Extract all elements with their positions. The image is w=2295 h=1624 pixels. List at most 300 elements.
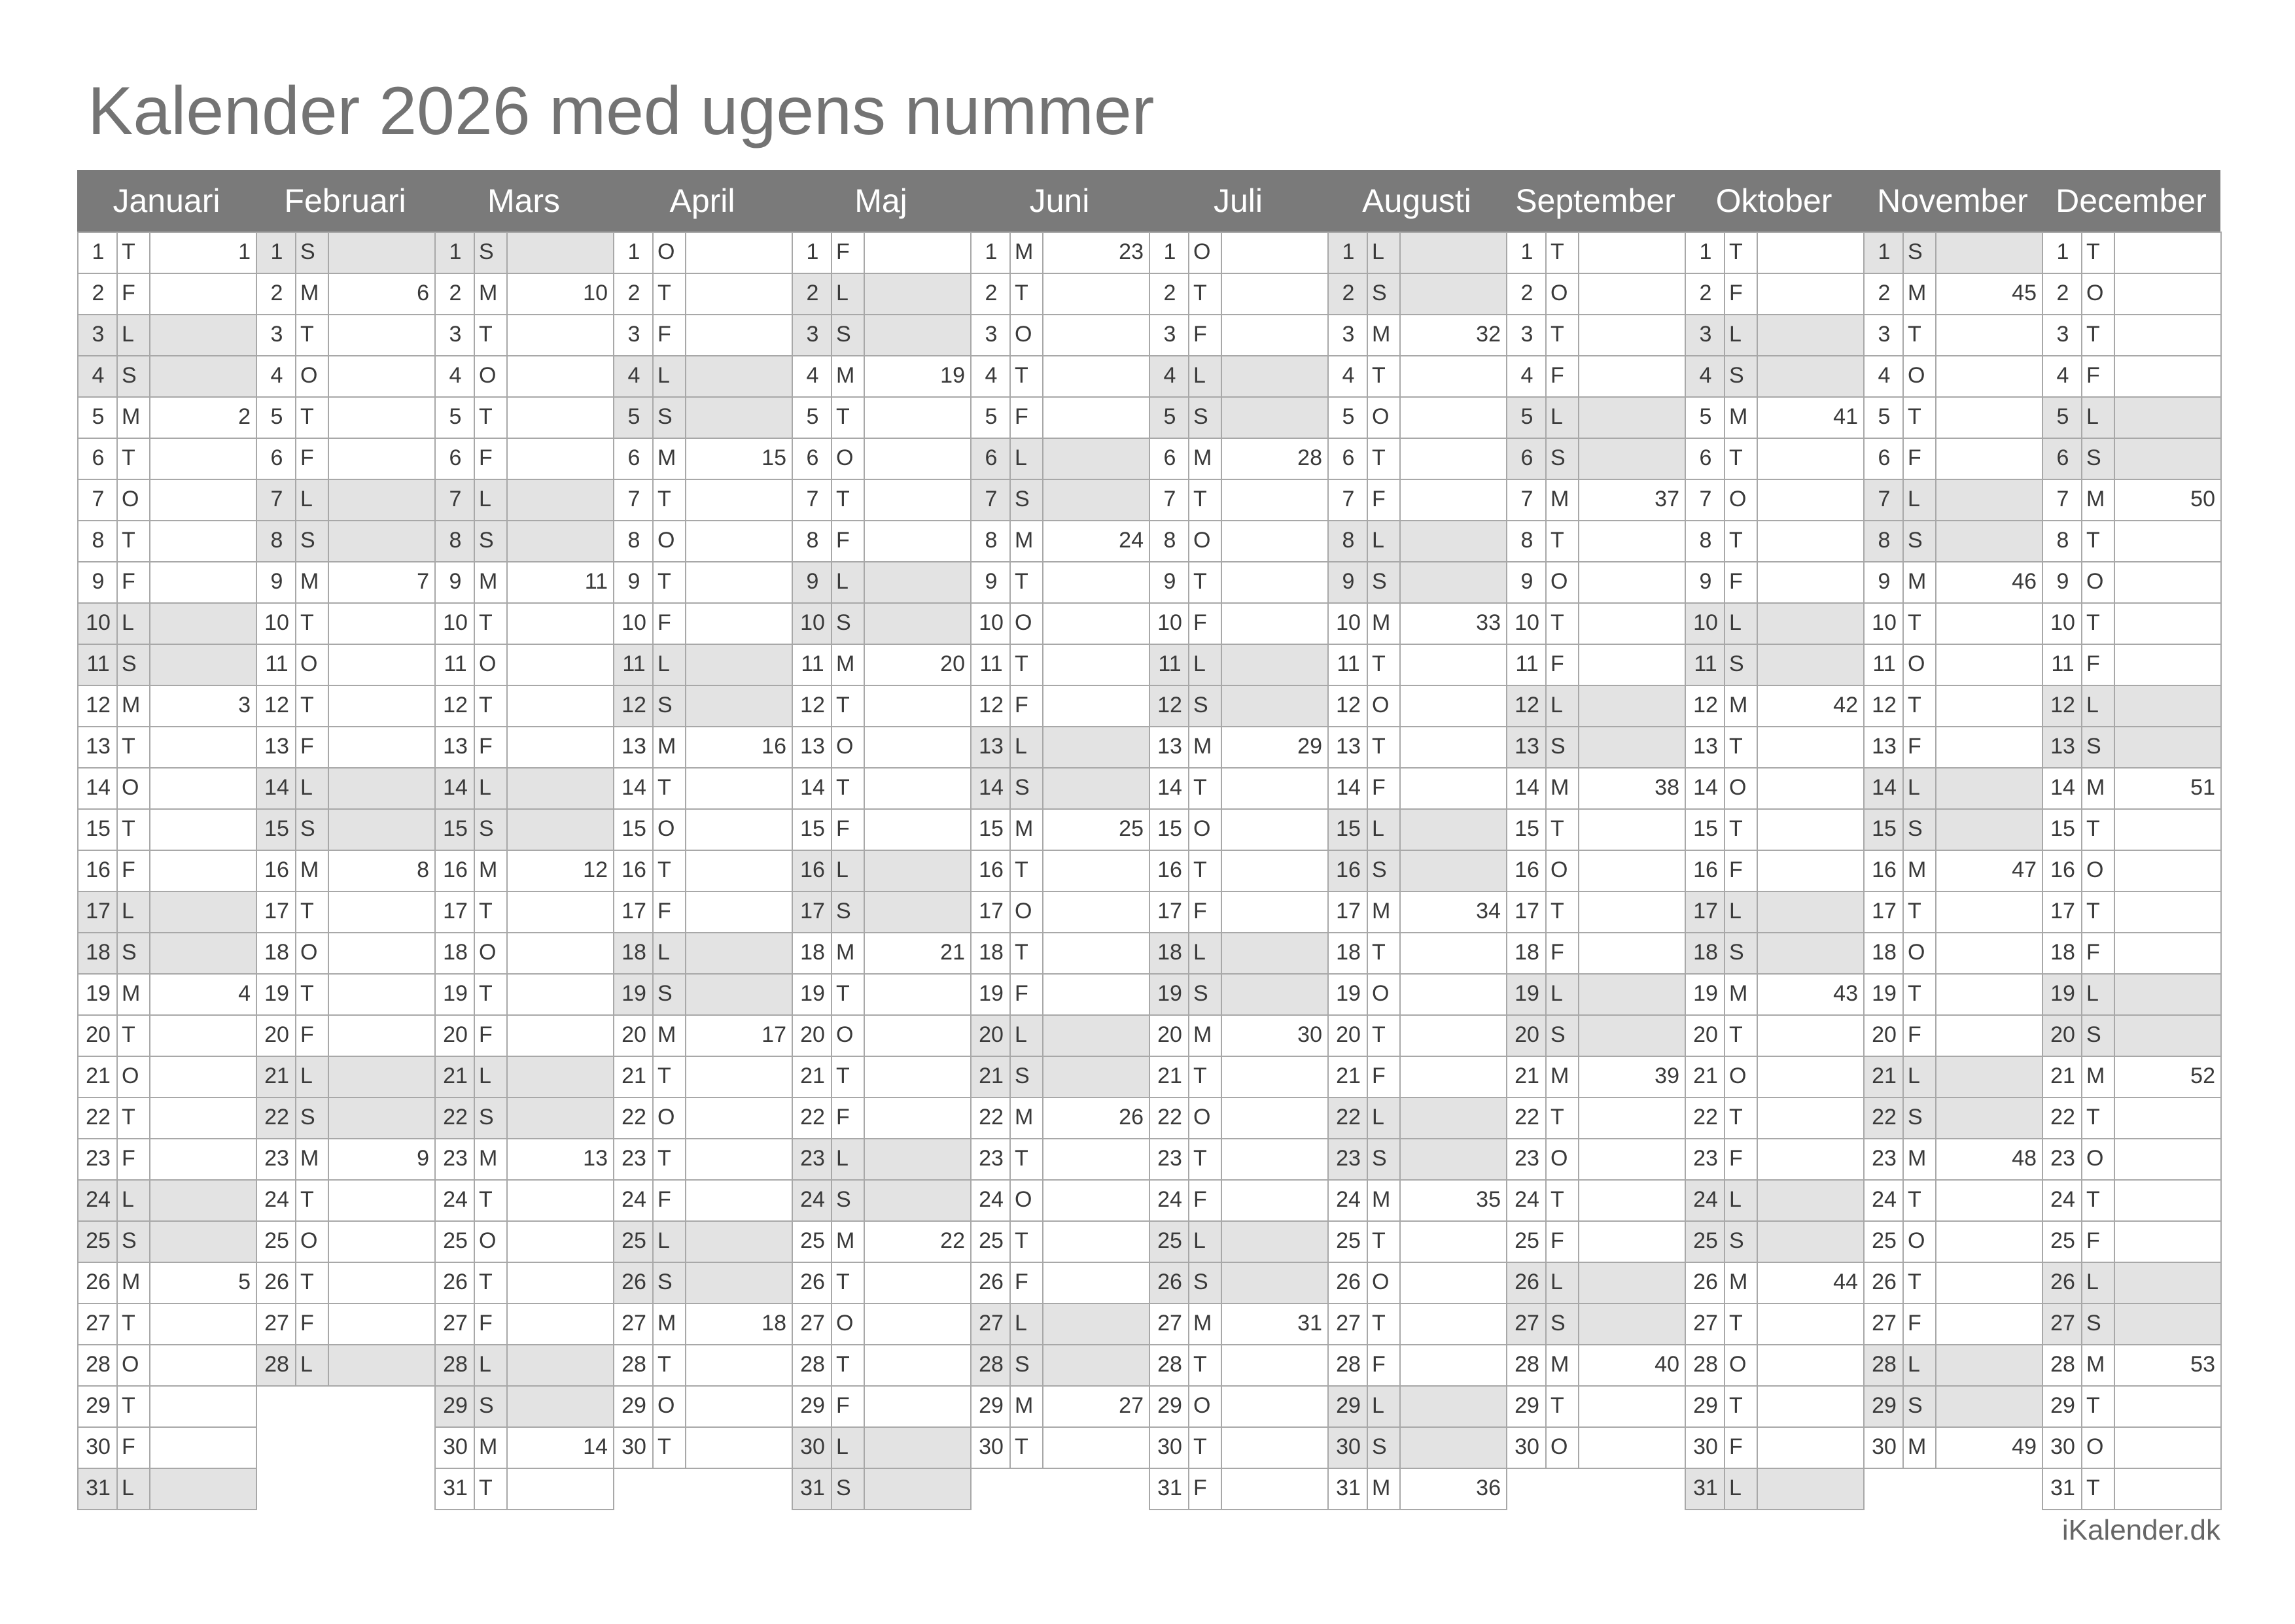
cell-divider	[295, 1098, 296, 1138]
week-number: 3	[238, 693, 251, 717]
day-cell	[1685, 232, 1865, 274]
day-number: 17	[443, 899, 468, 924]
cell-divider	[1545, 1345, 1547, 1385]
weekday-letter: T	[1372, 1022, 1386, 1047]
day-number: 11	[444, 651, 467, 676]
cell-divider	[1188, 1016, 1189, 1056]
day-cell	[1149, 644, 1329, 686]
day-cell	[1685, 808, 1865, 851]
weekday-letter: T	[122, 1393, 135, 1418]
cell-divider	[2081, 274, 2082, 314]
day-cell	[792, 808, 972, 851]
day-cell	[77, 273, 257, 315]
weekday-letter: T	[1015, 1434, 1028, 1459]
weekday-letter: L	[122, 1476, 134, 1500]
cell-divider	[474, 727, 475, 767]
day-cell	[792, 1385, 972, 1428]
weekday-letter: M	[122, 981, 141, 1006]
day-number: 25	[1515, 1228, 1539, 1253]
cell-divider	[1221, 1263, 1222, 1303]
day-cell	[613, 685, 793, 727]
weekday-letter: S	[836, 610, 851, 635]
day-cell	[1863, 602, 2043, 645]
cell-divider	[474, 1345, 475, 1385]
day-number: 31	[86, 1476, 111, 1500]
weekday-letter: T	[1193, 1434, 1207, 1459]
weekday-letter: O	[300, 1228, 318, 1253]
footer-brand: iKalender.dk	[2061, 1514, 2220, 1546]
cell-divider	[506, 810, 508, 850]
weekday-letter: M	[1729, 693, 1748, 717]
cell-divider	[1042, 315, 1043, 355]
weekday-letter: M	[300, 1146, 319, 1171]
cell-divider	[1399, 274, 1401, 314]
day-cell	[792, 973, 972, 1016]
day-number: 30	[86, 1434, 111, 1459]
day-cell	[1149, 602, 1329, 645]
weekday-letter: S	[479, 1393, 494, 1418]
weekday-letter: M	[479, 857, 498, 882]
week-number: 29	[1297, 734, 1322, 759]
weekday-letter: S	[2086, 734, 2101, 759]
cell-divider	[2081, 439, 2082, 479]
day-number: 3	[2056, 322, 2069, 347]
weekday-letter: L	[1550, 693, 1563, 717]
cell-divider	[328, 851, 329, 891]
day-cell	[434, 396, 614, 439]
day-number: 12	[800, 693, 825, 717]
cell-divider	[1188, 727, 1189, 767]
cell-divider	[474, 1098, 475, 1138]
day-cell	[970, 726, 1150, 769]
day-number: 23	[1515, 1146, 1539, 1171]
weekday-letter: F	[1729, 1146, 1743, 1171]
weekday-letter: O	[1550, 1434, 1568, 1459]
day-cell	[613, 479, 793, 521]
weekday-letter: L	[657, 940, 670, 965]
day-number: 18	[800, 940, 825, 965]
day-number: 5	[270, 404, 283, 429]
cell-divider	[652, 1057, 654, 1097]
weekday-letter: T	[1729, 239, 1743, 264]
day-cell	[1685, 1303, 1865, 1345]
day-number: 29	[979, 1393, 1004, 1418]
cell-divider	[474, 1016, 475, 1056]
weekday-letter: O	[300, 940, 318, 965]
cell-divider	[2081, 1263, 2082, 1303]
cell-divider	[1009, 1387, 1011, 1426]
cell-divider	[1902, 398, 1904, 438]
day-cell	[434, 685, 614, 727]
day-number: 27	[1336, 1311, 1361, 1336]
cell-divider	[474, 480, 475, 520]
weekday-letter: F	[479, 734, 493, 759]
weekday-letter: S	[479, 239, 494, 264]
day-number: 6	[2056, 445, 2069, 470]
cell-divider	[1042, 975, 1043, 1014]
weekday-letter: T	[1550, 239, 1564, 264]
week-number: 41	[1833, 404, 1858, 429]
cell-divider	[474, 439, 475, 479]
cell-divider	[1009, 1057, 1011, 1097]
week-number: 6	[417, 281, 429, 305]
cell-divider	[685, 810, 686, 850]
cell-divider	[2114, 233, 2115, 273]
weekday-letter: L	[836, 1146, 849, 1171]
cell-divider	[1935, 439, 1936, 479]
day-number: 12	[86, 693, 111, 717]
cell-divider	[1545, 1387, 1547, 1426]
day-cell	[1863, 1426, 2043, 1469]
cell-divider	[474, 315, 475, 355]
cell-divider	[328, 562, 329, 602]
day-number: 8	[92, 528, 105, 553]
cell-divider	[1042, 851, 1043, 891]
day-number: 2	[1342, 281, 1355, 305]
cell-divider	[1042, 892, 1043, 932]
cell-divider	[685, 562, 686, 602]
day-cell	[1685, 1262, 1865, 1304]
day-cell	[434, 561, 614, 604]
cell-divider	[474, 892, 475, 932]
day-number: 9	[1342, 569, 1355, 594]
cell-divider	[1578, 1181, 1579, 1220]
day-cell	[613, 1097, 793, 1139]
day-number: 28	[2050, 1352, 2075, 1377]
day-cell	[1685, 561, 1865, 604]
cell-divider	[1724, 1304, 1725, 1344]
weekday-letter: O	[1372, 693, 1390, 717]
cell-divider	[1399, 727, 1401, 767]
month-header: Maj	[854, 182, 907, 219]
cell-divider	[1221, 727, 1222, 767]
day-number: 25	[622, 1228, 646, 1253]
day-number: 7	[806, 487, 819, 511]
week-number: 1	[238, 239, 251, 264]
day-cell	[434, 891, 614, 933]
day-number: 19	[86, 981, 111, 1006]
day-cell	[970, 891, 1150, 933]
weekday-letter: T	[1372, 445, 1386, 470]
cell-divider	[1221, 1428, 1222, 1468]
day-number: 28	[1157, 1352, 1182, 1377]
day-cell	[792, 891, 972, 933]
cell-divider	[831, 686, 832, 726]
cell-divider	[1009, 233, 1011, 273]
cell-divider	[1042, 1428, 1043, 1468]
cell-divider	[1042, 1304, 1043, 1344]
day-cell	[77, 891, 257, 933]
day-cell	[1685, 355, 1865, 398]
day-cell	[613, 726, 793, 769]
day-cell	[77, 1056, 257, 1098]
cell-divider	[149, 439, 150, 479]
cell-divider	[506, 315, 508, 355]
cell-divider	[1188, 604, 1189, 644]
weekday-letter: F	[300, 1022, 314, 1047]
weekday-letter: F	[1908, 734, 1921, 759]
day-cell	[1327, 644, 1507, 686]
cell-divider	[1935, 604, 1936, 644]
cell-divider	[1545, 480, 1547, 520]
cell-divider	[1042, 480, 1043, 520]
cell-divider	[149, 975, 150, 1014]
day-cell	[1685, 479, 1865, 521]
cell-divider	[2114, 810, 2115, 850]
weekday-letter: T	[1015, 569, 1028, 594]
weekday-letter: O	[1729, 487, 1747, 511]
day-cell	[1685, 396, 1865, 439]
cell-divider	[1188, 439, 1189, 479]
cell-divider	[1188, 851, 1189, 891]
weekday-letter: F	[657, 610, 671, 635]
cell-divider	[328, 274, 329, 314]
weekday-letter: M	[2086, 1063, 2105, 1088]
cell-divider	[1042, 1016, 1043, 1056]
day-cell	[1149, 355, 1329, 398]
cell-divider	[2114, 562, 2115, 602]
weekday-letter: S	[1372, 857, 1387, 882]
cell-divider	[864, 1469, 865, 1509]
cell-divider	[1042, 1057, 1043, 1097]
weekday-letter: L	[836, 1434, 849, 1459]
day-cell	[970, 1344, 1150, 1387]
cell-divider	[1399, 1016, 1401, 1056]
cell-divider	[295, 645, 296, 685]
cell-divider	[2081, 933, 2082, 973]
day-number: 16	[443, 857, 468, 882]
weekday-letter: S	[479, 528, 494, 553]
weekday-letter: S	[300, 528, 315, 553]
day-cell	[792, 1097, 972, 1139]
day-number: 19	[1693, 981, 1718, 1006]
cell-divider	[1545, 933, 1547, 973]
cell-divider	[1188, 975, 1189, 1014]
day-cell	[792, 602, 972, 645]
cell-divider	[2081, 1181, 2082, 1220]
day-number: 1	[1699, 239, 1712, 264]
weekday-letter: T	[2086, 1476, 2100, 1500]
day-number: 22	[1515, 1105, 1539, 1130]
weekday-letter: F	[122, 569, 135, 594]
day-cell	[970, 850, 1150, 892]
weekday-letter: T	[1729, 1022, 1743, 1047]
cell-divider	[295, 810, 296, 850]
cell-divider	[1399, 686, 1401, 726]
day-number: 30	[1693, 1434, 1718, 1459]
cell-divider	[1578, 1304, 1579, 1344]
cell-divider	[1902, 727, 1904, 767]
day-cell	[256, 1097, 436, 1139]
weekday-letter: M	[1729, 981, 1748, 1006]
cell-divider	[1757, 810, 1758, 850]
day-cell	[1863, 273, 2043, 315]
cell-divider	[1935, 480, 1936, 520]
cell-divider	[1935, 851, 1936, 891]
day-cell	[1149, 396, 1329, 439]
cell-divider	[1935, 1345, 1936, 1385]
cell-divider	[149, 604, 150, 644]
day-cell	[1149, 1426, 1329, 1469]
weekday-letter: M	[1015, 1393, 1034, 1418]
cell-divider	[149, 562, 150, 602]
weekday-letter: M	[1550, 1352, 1569, 1377]
cell-divider	[506, 1387, 508, 1426]
weekday-letter: L	[1729, 1187, 1742, 1212]
weekday-letter: T	[122, 1311, 135, 1336]
weekday-letter: F	[2086, 1228, 2100, 1253]
day-cell	[1863, 767, 2043, 810]
cell-divider	[506, 975, 508, 1014]
day-cell	[1506, 850, 1686, 892]
cell-divider	[864, 933, 865, 973]
cell-divider	[116, 1016, 118, 1056]
cell-divider	[1724, 975, 1725, 1014]
day-cell	[1327, 479, 1507, 521]
weekday-letter: F	[1372, 775, 1386, 800]
weekday-letter: T	[1908, 404, 1921, 429]
cell-divider	[116, 1181, 118, 1220]
cell-divider	[1367, 892, 1368, 932]
cell-divider	[831, 810, 832, 850]
weekday-letter: O	[1193, 1393, 1211, 1418]
day-number: 27	[2050, 1311, 2075, 1336]
weekday-letter: F	[1015, 404, 1028, 429]
week-number: 35	[1476, 1187, 1501, 1212]
cell-divider	[1724, 356, 1725, 396]
weekday-letter: O	[479, 1228, 497, 1253]
day-number: 24	[979, 1187, 1004, 1212]
day-cell	[2042, 561, 2222, 604]
cell-divider	[1009, 1139, 1011, 1179]
cell-divider	[116, 1057, 118, 1097]
day-number: 23	[622, 1146, 646, 1171]
cell-divider	[1757, 521, 1758, 561]
day-number: 9	[1163, 569, 1176, 594]
weekday-letter: O	[1908, 940, 1925, 965]
day-cell	[2042, 1014, 2222, 1057]
cell-divider	[1042, 686, 1043, 726]
weekday-letter: T	[1908, 322, 1921, 347]
cell-divider	[685, 439, 686, 479]
cell-divider	[116, 398, 118, 438]
weekday-letter: F	[1729, 857, 1743, 882]
day-cell	[2042, 1262, 2222, 1304]
cell-divider	[1188, 274, 1189, 314]
day-cell	[792, 1179, 972, 1222]
cell-divider	[1367, 1469, 1368, 1509]
cell-divider	[2114, 851, 2115, 891]
cell-divider	[1042, 562, 1043, 602]
cell-divider	[2114, 315, 2115, 355]
day-cell	[77, 1179, 257, 1222]
cell-divider	[328, 769, 329, 808]
day-cell	[1685, 1014, 1865, 1057]
day-cell	[613, 1344, 793, 1387]
day-number: 17	[1336, 899, 1361, 924]
day-cell	[77, 1138, 257, 1181]
day-number: 24	[1157, 1187, 1182, 1212]
week-number: 8	[417, 857, 429, 882]
cell-divider	[1221, 645, 1222, 685]
day-cell	[792, 520, 972, 562]
cell-divider	[1902, 521, 1904, 561]
cell-divider	[116, 933, 118, 973]
day-cell	[1149, 1385, 1329, 1428]
cell-divider	[1009, 1016, 1011, 1056]
day-number: 23	[1157, 1146, 1182, 1171]
cell-divider	[295, 727, 296, 767]
day-number: 1	[806, 239, 819, 264]
day-cell	[613, 1220, 793, 1263]
weekday-letter: S	[1372, 281, 1387, 305]
cell-divider	[652, 727, 654, 767]
day-cell	[613, 1014, 793, 1057]
day-number: 15	[1693, 816, 1718, 841]
cell-divider	[1757, 1098, 1758, 1138]
day-cell	[77, 726, 257, 769]
cell-divider	[1399, 975, 1401, 1014]
cell-divider	[1545, 810, 1547, 850]
day-number: 25	[800, 1228, 825, 1253]
day-cell	[1327, 355, 1507, 398]
cell-divider	[864, 521, 865, 561]
weekday-letter: T	[1015, 857, 1028, 882]
week-number: 42	[1833, 693, 1858, 717]
weekday-letter: T	[2086, 528, 2100, 553]
cell-divider	[864, 315, 865, 355]
day-cell	[77, 520, 257, 562]
cell-divider	[1221, 892, 1222, 932]
cell-divider	[652, 439, 654, 479]
day-number: 7	[985, 487, 998, 511]
day-number: 31	[800, 1476, 825, 1500]
cell-divider	[1724, 315, 1725, 355]
weekday-letter: L	[1015, 445, 1027, 470]
cell-divider	[831, 521, 832, 561]
cell-divider	[295, 1016, 296, 1056]
month-header: Juli	[1213, 182, 1263, 219]
cell-divider	[1757, 933, 1758, 973]
weekday-letter: O	[2086, 569, 2104, 594]
day-number: 29	[800, 1393, 825, 1418]
day-number: 14	[1872, 775, 1897, 800]
day-cell	[1149, 850, 1329, 892]
weekday-letter: M	[479, 1146, 498, 1171]
day-number: 1	[1163, 239, 1176, 264]
weekday-letter: F	[300, 1311, 314, 1336]
weekday-letter: O	[657, 1105, 675, 1130]
weekday-letter: S	[300, 816, 315, 841]
cell-divider	[1188, 480, 1189, 520]
weekday-letter: M	[1729, 404, 1748, 429]
weekday-letter: T	[1908, 1187, 1921, 1212]
weekday-letter: M	[1193, 1022, 1212, 1047]
cell-divider	[474, 604, 475, 644]
day-number: 11	[2051, 651, 2075, 676]
day-cell	[2042, 1138, 2222, 1181]
cell-divider	[1399, 645, 1401, 685]
cell-divider	[1902, 562, 1904, 602]
cell-divider	[1578, 810, 1579, 850]
cell-divider	[149, 1181, 150, 1220]
weekday-letter: M	[1908, 569, 1927, 594]
weekday-letter: T	[479, 610, 493, 635]
cell-divider	[1935, 1139, 1936, 1179]
cell-divider	[2081, 398, 2082, 438]
day-number: 21	[86, 1063, 111, 1088]
day-number: 3	[449, 322, 462, 347]
